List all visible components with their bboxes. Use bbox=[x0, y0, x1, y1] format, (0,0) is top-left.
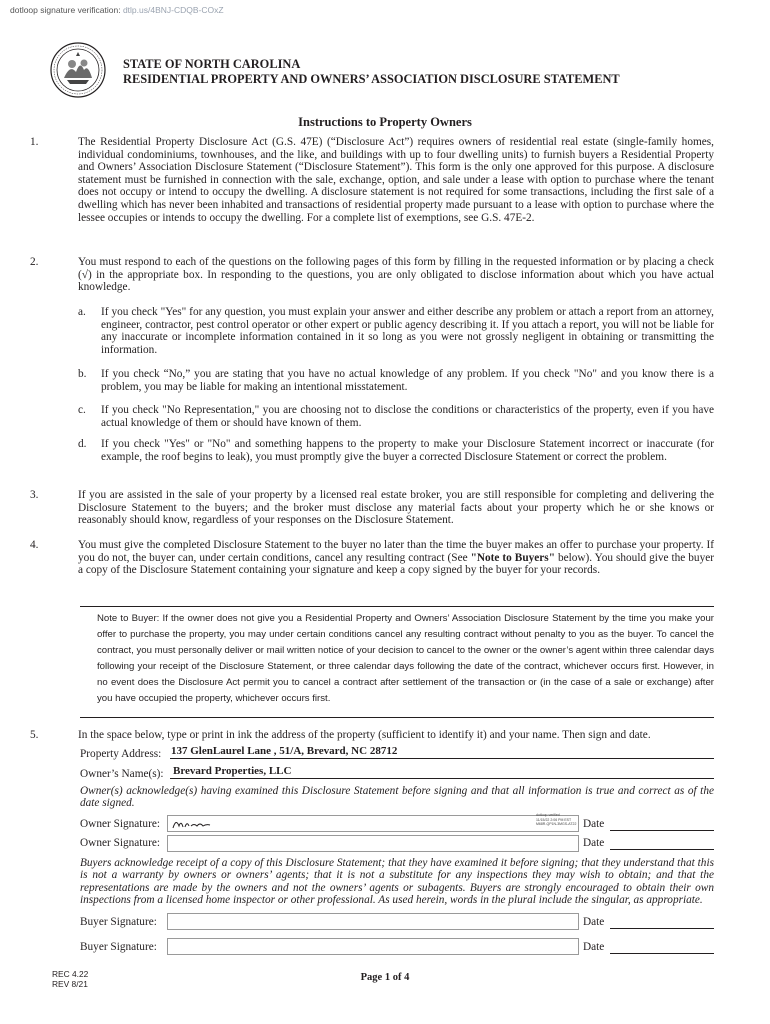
item-text bbox=[78, 539, 714, 577]
dotloop-verified-stamp bbox=[536, 813, 578, 827]
buyer-signature-field-1[interactable] bbox=[167, 913, 579, 930]
page-number: Page 1 of 4 bbox=[360, 972, 410, 983]
item-text: You must respond to each of the questions on the following pages of this form by filling in the requested information or by placing a check (√) in the appropriate box. In responding to the questions, you are only obligated to disclose information about which you have actual knowledge. bbox=[78, 256, 714, 294]
verification-label: dotloop signature verification: bbox=[10, 5, 121, 15]
subitem-text: If you check "Yes" for any question, you must explain your answer and either describe any problem or attach a report from an attorney, engineer, contractor, pest control operator or other expert or public agency describing it. If you attach a report, you will not be liable for any inaccurate or incomplete information contained in it so long as you were not grossly negligent in obtaining or transmitting the information. bbox=[101, 306, 714, 356]
stamp-line: dotloop verified bbox=[536, 813, 560, 817]
item-4-text-a: You must give the completed Disclosure Statement to the buyer no later than the time the buyer makes an offer to purchase your property. If you do not, the buyer can, under certain conditions, cancel any resulting contract (See bbox=[78, 539, 714, 564]
subitem-letter: a. bbox=[78, 306, 86, 318]
item-text: If you are assisted in the sale of your property by a licensed real estate broker, you are still responsible for completing and delivering the Disclosure Statement to the buyers; and the broker must disclose any material facts about your property which he or she knows or reasonably should know, regardless of your responses on the Disclosure Statement. bbox=[78, 489, 714, 527]
item-number: 1. bbox=[30, 136, 39, 148]
note-to-buyers-ref: "Note to Buyers" bbox=[470, 551, 555, 564]
owner-signature-field-1[interactable] bbox=[167, 815, 579, 832]
buyer-date-label-2: Date bbox=[583, 941, 605, 953]
item-text: The Residential Property Disclosure Act (G.S. 47E) (“Disclosure Act”) requires owners of residential real estate (single-family homes, individual condominiums, townhouses, and the like, and buildings with up to four dwelling units) to furnish buyers a Residential Property and Owners’ Association Disclosure Statement (“Disclosure Statement”). This form is the only one approved for this purpose. A disclosure statement must be furnished in connection with the sale, exchange, option, and sale under a lease with option to purchase where the tenant does not occupy or intend to occupy the dwelling. A disclosure statement is not required for some transactions, including the first sale of a dwelling which has never been inhabited and transactions of residential property made pursuant to a lease with option to purchase where the lessee occupies or intends to occupy the dwelling. For a complete list of exemptions, see G.S. 47E-2. bbox=[78, 136, 714, 224]
property-address-value: 137 GlenLaurel Lane , 51/A, Brevard, NC 28712 bbox=[171, 745, 398, 757]
form-revision: REV 8/21 bbox=[52, 979, 88, 989]
owners-names-label: Owner’s Name(s): bbox=[80, 768, 164, 780]
note-to-buyer-box bbox=[80, 606, 714, 718]
state-seal-icon bbox=[50, 42, 106, 98]
buyer-date-field-2[interactable] bbox=[610, 940, 714, 954]
buyer-signature-label-2: Buyer Signature: bbox=[80, 941, 157, 953]
item-number: 5. bbox=[30, 729, 39, 741]
owner-date-label-2: Date bbox=[583, 837, 605, 849]
subitem-letter: b. bbox=[78, 368, 87, 380]
owner-date-label-1: Date bbox=[583, 818, 605, 830]
owner-signature-label-2: Owner Signature: bbox=[80, 837, 160, 849]
buyer-signature-label-1: Buyer Signature: bbox=[80, 916, 157, 928]
stamp-line: M68R-QP1N-3MGS-AT22 bbox=[536, 822, 577, 826]
owner-date-field-1[interactable] bbox=[610, 817, 714, 831]
header-form-title: RESIDENTIAL PROPERTY AND OWNERS’ ASSOCIATION DISCLOSURE STATEMENT bbox=[123, 72, 620, 86]
owners-names-value: Brevard Properties, LLC bbox=[173, 765, 292, 777]
subitem-text: If you check “No,” you are stating that you have no actual knowledge of any problem. If you check "No" and you know there is a problem, you may be liable for making an intentional misstatement. bbox=[101, 368, 714, 393]
subitem-letter: c. bbox=[78, 404, 86, 416]
item-number: 2. bbox=[30, 256, 39, 268]
owner-acknowledgment: Owner(s) acknowledge(s) having examined this Disclosure Statement before signing and that all information is true and correct as of the date signed. bbox=[80, 785, 714, 810]
item-text: In the space below, type or print in ink the address of the property (sufficient to identify it) and your name. Then sign and date. bbox=[78, 729, 651, 741]
subitem-letter: d. bbox=[78, 438, 87, 450]
verification-link[interactable]: dtlp.us/4BNJ-CDQB-COxZ bbox=[122, 5, 224, 15]
instruction-item-1 bbox=[30, 136, 714, 246]
instruction-subitem-b bbox=[78, 368, 714, 394]
buyer-signature-field-2[interactable] bbox=[167, 938, 579, 955]
buyer-acknowledgment: Buyers acknowledge receipt of a copy of this Disclosure Statement; that they have examined it before signing; that they understand that this is not a warranty by owners or owners’ agents; that it is not a substitute for any inspections they may wish to obtain; and that the representations are made by the owners and not the owners’ agents or subagents. Buyers are strongly encouraged to obtain their own inspections from a licensed home inspector or other professional. As used herein, words in the plural include the singular, as appropriate. bbox=[80, 857, 714, 907]
buyer-date-field-1[interactable] bbox=[610, 915, 714, 929]
instruction-item-4 bbox=[30, 539, 714, 593]
item-number: 4. bbox=[30, 539, 39, 551]
instruction-subitem-c bbox=[78, 404, 714, 430]
header-state: STATE OF NORTH CAROLINA bbox=[123, 57, 301, 71]
instruction-item-5 bbox=[30, 729, 714, 743]
instruction-subitem-d bbox=[78, 438, 714, 478]
instruction-item-2 bbox=[30, 256, 714, 296]
item-4-text-b: below). You should give the buyer a copy of the Disclosure Statement containing your signature and keep a copy signed by the buyer for your records. bbox=[78, 551, 714, 577]
note-to-buyer-text: Note to Buyer: If the owner does not give you a Residential Property and Owners’ Association Disclosure Statement by the time you make your offer to purchase the property, you may under certain conditions cancel any resulting contract without penalty to you as the buyer. To cancel the contract, you must personally deliver or mail written notice of your decision to cancel to the owner or the owner’s agent within three calendar days following your receipt of the Disclosure Statement, or three calendar days following the date of the contract, whichever occurs first. However, in no event does the Disclosure Act permit you to cancel a contract after settlement of the transaction or (in the case of a sale or exchange) after you have occupied the property, whichever occurs first. bbox=[97, 613, 714, 704]
form-code-number: REC 4.22 bbox=[52, 969, 89, 979]
buyer-date-label-1: Date bbox=[583, 916, 605, 928]
stamp-line: 11/15/22 2:06 PM EST bbox=[536, 817, 572, 822]
owner-signature-field-2[interactable] bbox=[167, 835, 579, 852]
item-number: 3. bbox=[30, 489, 39, 501]
instructions-title: Instructions to Property Owners bbox=[298, 115, 472, 129]
subitem-text: If you check "Yes" or "No" and something happens to the property to make your Disclosure Statement incorrect or inaccurate (for example, the roof begins to leak), you must promptly give the buyer a corrected Disclosure Statement or correct the problem. bbox=[101, 438, 714, 463]
subitem-text: If you check "No Representation," you are choosing not to disclose the conditions or characteristics of the property, even if you have actual knowledge of them or should have known of them. bbox=[101, 404, 714, 429]
instruction-subitem-a bbox=[78, 306, 714, 358]
form-header bbox=[123, 57, 620, 87]
instruction-item-3 bbox=[30, 489, 714, 529]
property-address-label: Property Address: bbox=[80, 748, 162, 760]
owner-signature-label-1: Owner Signature: bbox=[80, 818, 160, 830]
dotloop-verification bbox=[10, 5, 224, 15]
owner-signature-drawing bbox=[170, 814, 216, 832]
owner-date-field-2[interactable] bbox=[610, 836, 714, 850]
